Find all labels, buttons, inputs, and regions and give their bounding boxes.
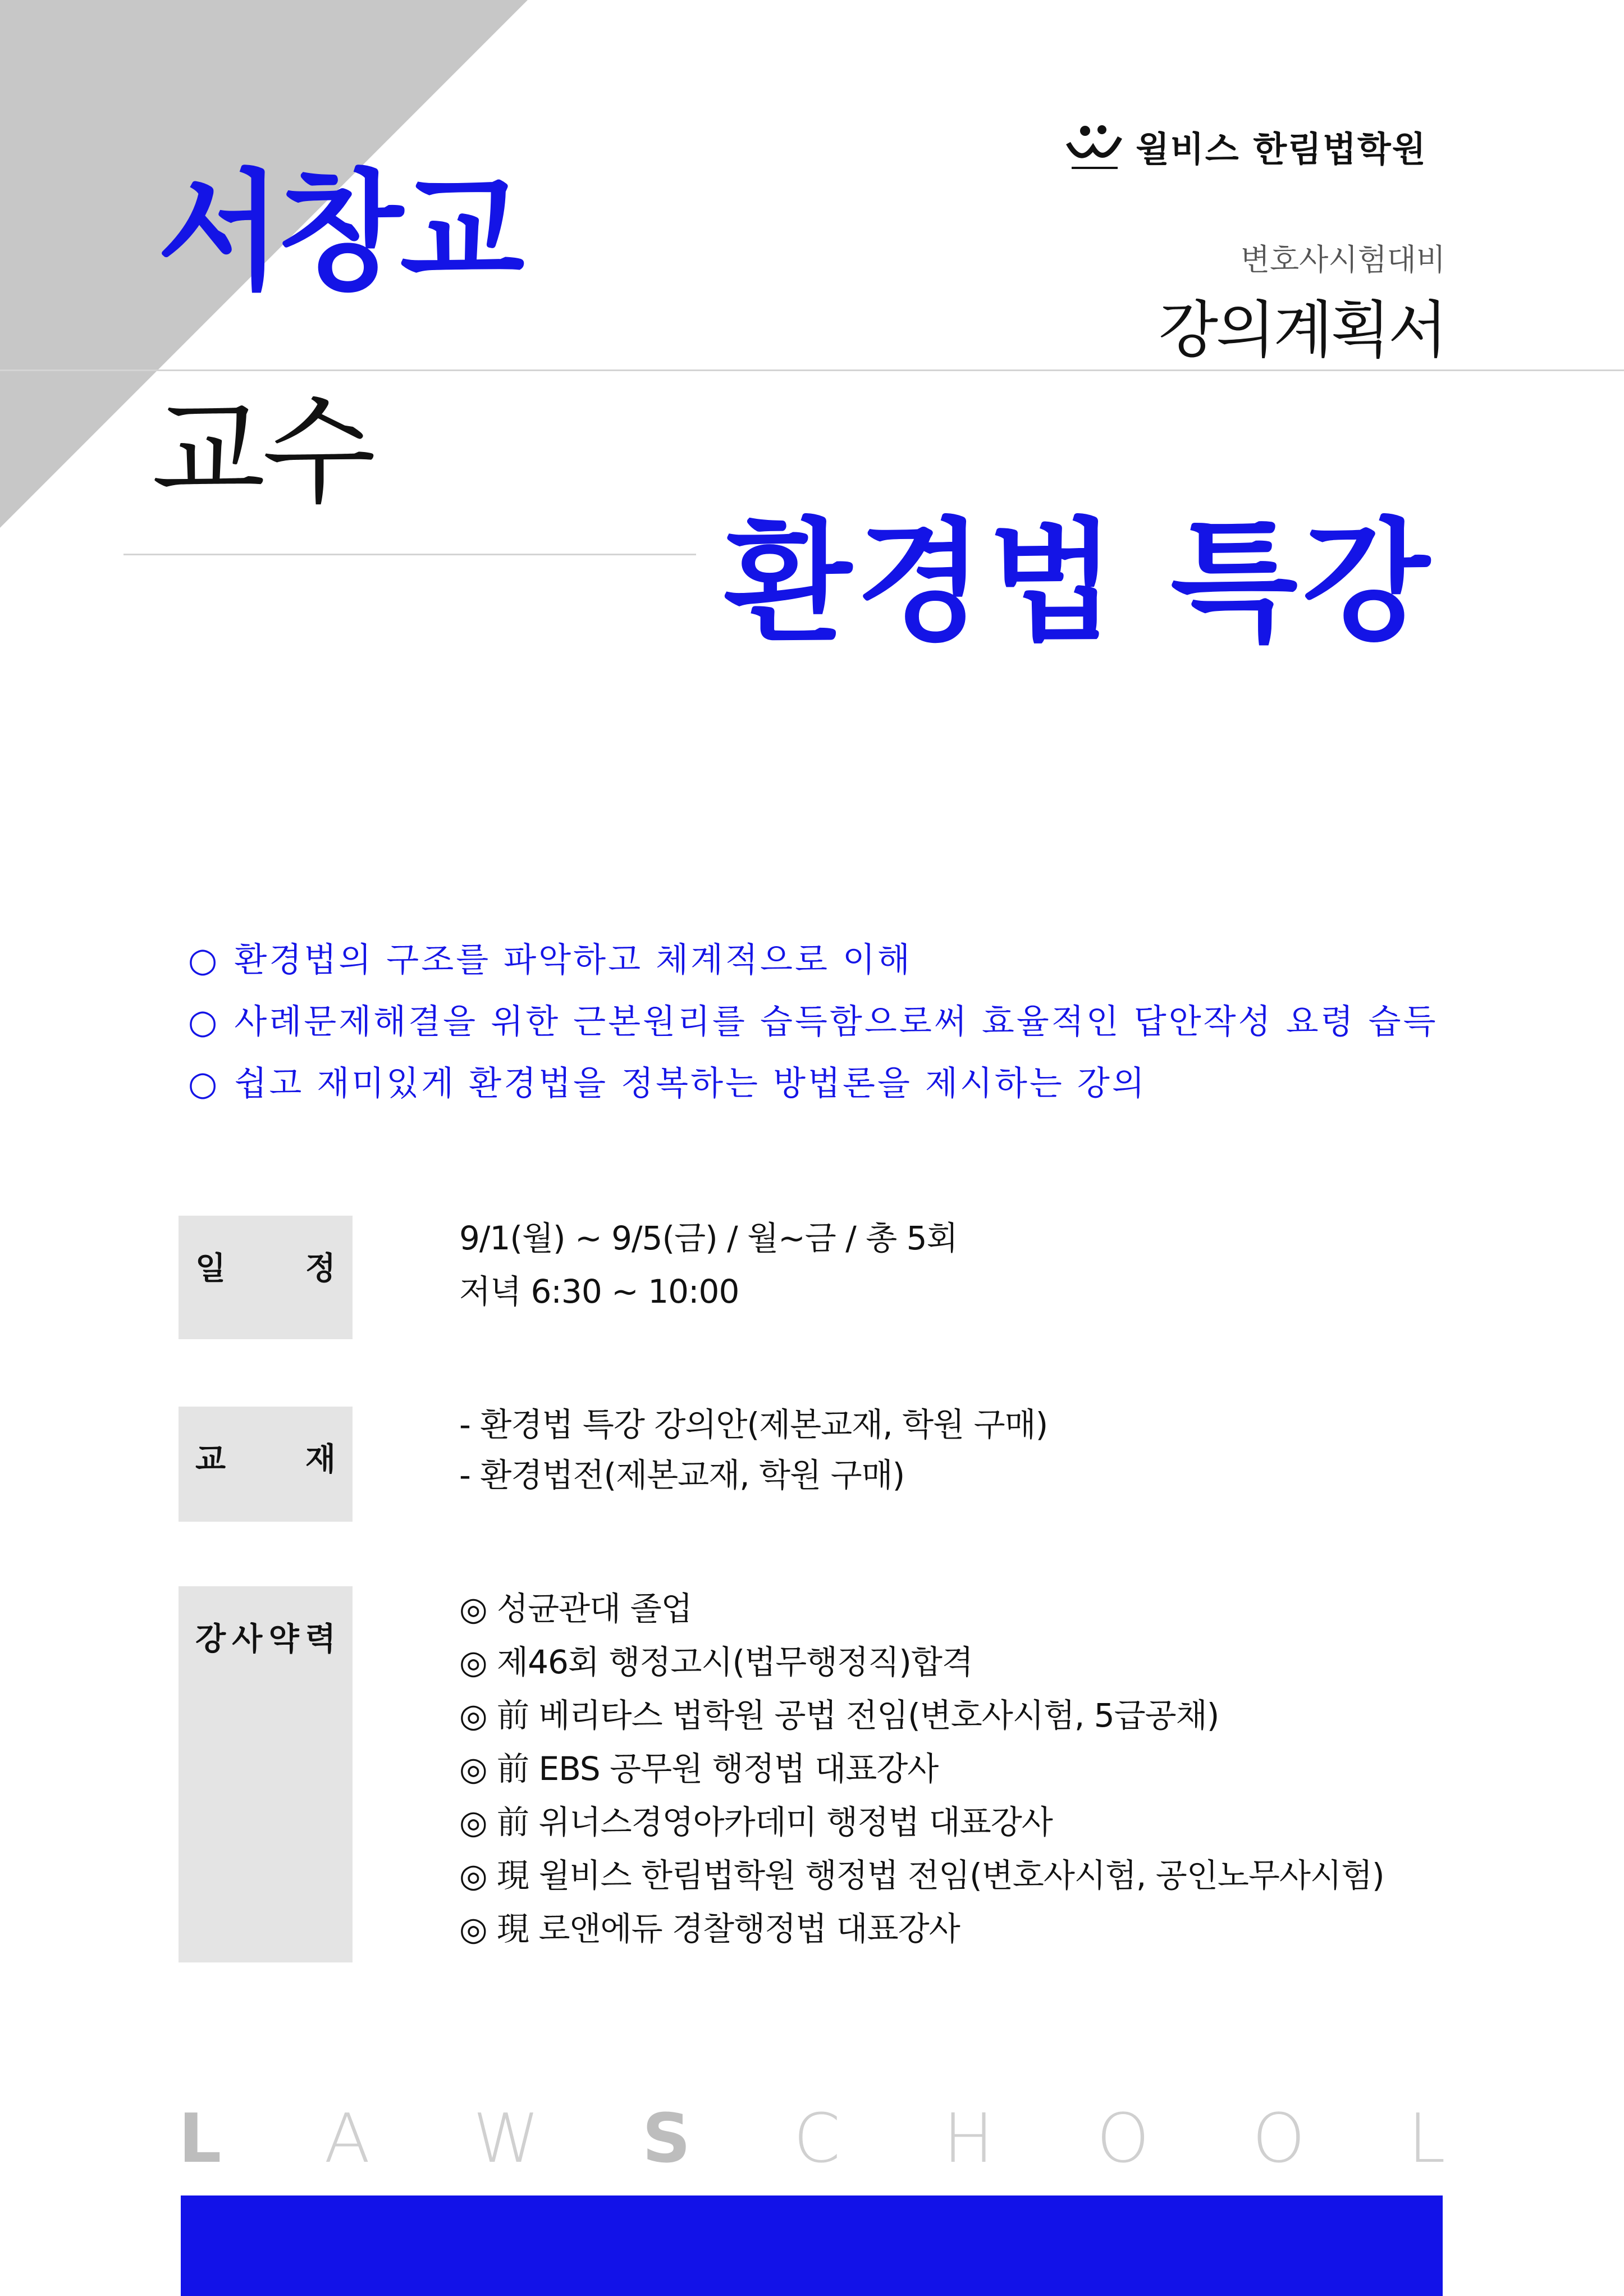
divider <box>123 554 696 555</box>
career-line: ◎ 前 위너스경영아카데미 행정법 대표강사 <box>459 1803 1053 1841</box>
course-title: 환경법 특강 <box>724 506 1434 659</box>
professor-name: 서창교 <box>157 158 521 308</box>
career-line: ◎ 성균관대 졸업 <box>459 1590 692 1628</box>
schedule-label: 일 정 <box>179 1216 353 1339</box>
goal-item: ○ 사례문제해결을 위한 근본원리를 습득함으로써 효율적인 답안작성 요령 습득 <box>188 1002 1438 1042</box>
schedule-line: 9/1(월) ~ 9/5(금) / 월~금 / 총 5회 <box>459 1219 958 1257</box>
career-line: ◎ 제46회 행정고시(법무행정직)합격 <box>459 1643 973 1681</box>
career-line: ◎ 現 윌비스 한림법학원 행정법 전임(변호사시험, 공인노무사시험) <box>459 1856 1384 1895</box>
professor-title: 교수 <box>152 383 373 521</box>
logo-icon <box>1064 121 1126 171</box>
goal-item: ○ 쉽고 재미있게 환경법을 정복하는 방법론을 제시하는 강의 <box>188 1064 1147 1103</box>
brand-logo <box>1064 121 1427 171</box>
career-line: ◎ 前 EBS 공무원 행정법 대표강사 <box>459 1750 939 1788</box>
lawschool-wordmark: L A W S C H O O L <box>179 2100 1445 2178</box>
goal-item: ○ 환경법의 구조를 파악하고 체계적으로 이해 <box>188 941 912 980</box>
textbook-line: - 환경법전(제본교재, 학원 구매) <box>459 1456 905 1494</box>
career-line: ◎ 前 베리타스 법학원 공법 전임(변호사시험, 5급공채) <box>459 1696 1219 1734</box>
textbook-label: 교 재 <box>179 1407 353 1522</box>
exam-subtitle: 변호사시험대비 <box>1240 242 1445 277</box>
circle-marker-icon: ○ <box>188 1002 218 1042</box>
textbook-body <box>459 1398 1047 1499</box>
circle-marker-icon: ○ <box>188 941 218 980</box>
circle-marker-icon: ○ <box>188 1064 218 1103</box>
schedule-body <box>459 1212 958 1318</box>
divider <box>0 369 1624 371</box>
schedule-line: 저녁 6:30 ~ 10:00 <box>459 1272 739 1311</box>
goal-list <box>188 929 1438 1115</box>
career-body <box>459 1582 1384 1956</box>
document-title: 강의계획서 <box>1158 294 1445 366</box>
textbook-line: - 환경법 특강 강의안(제본교재, 학원 구매) <box>459 1405 1048 1444</box>
career-line: ◎ 現 로앤에듀 경찰행정법 대표강사 <box>459 1910 960 1948</box>
career-label: 강 사 약 력 <box>179 1586 353 1962</box>
brand-name: 윌비스 한림법학원 <box>1136 128 1427 170</box>
footer-band <box>181 2195 1443 2296</box>
